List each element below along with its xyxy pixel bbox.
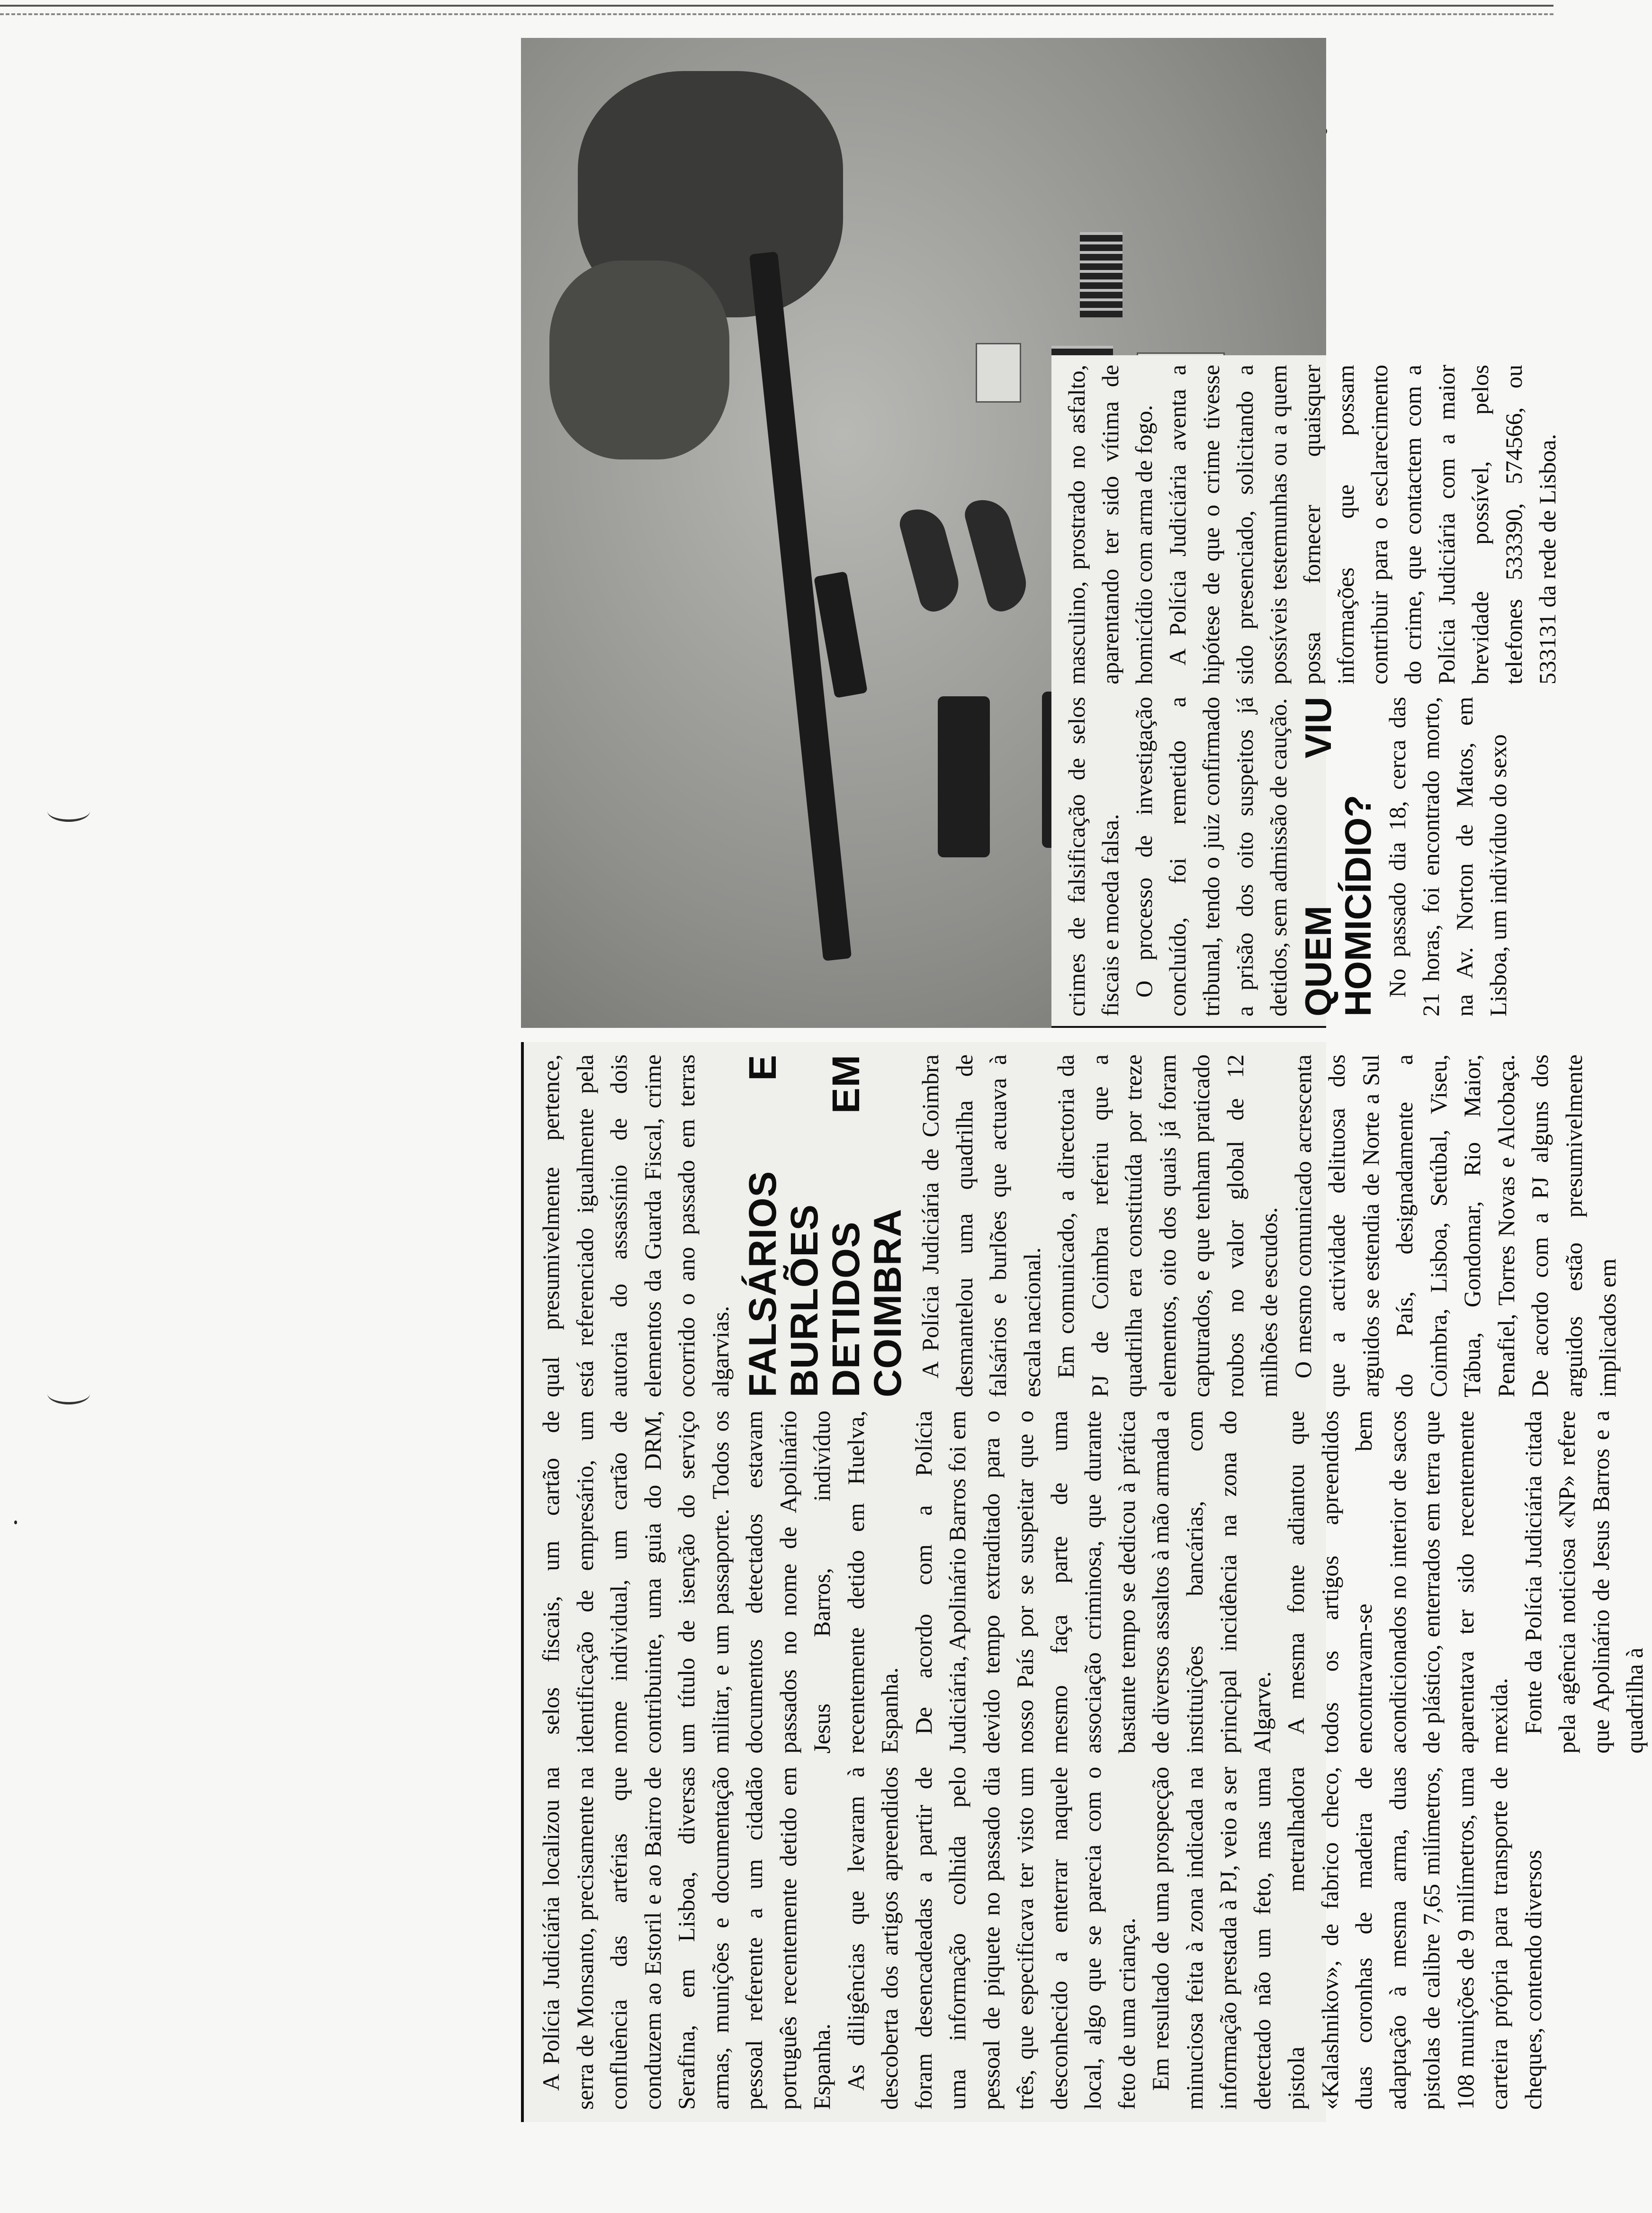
side-column-1 <box>1060 697 1511 1017</box>
paragraph: No passado dia 18, cerca das 21 horas, foi encontrado morto, na Av. Norton de Matos, em Lisboa, um indivíduo do sexo <box>1384 697 1511 1017</box>
paragraph: A Polícia Judiciária localizou na serra de Monsanto, precisamente na confluência das artérias que conduzem ao Estoril e ao Bairro de Serafina, em Lisboa, diversas armas, munições e documentação pessoal referente a um cidadão português recentemente detido em Espanha. <box>538 1767 835 2110</box>
pistol <box>938 696 990 857</box>
article-column-1 <box>534 1767 1546 2110</box>
article-column-2 <box>534 1411 1648 1754</box>
page-top-dash <box>0 13 1553 15</box>
side-articles <box>1051 355 1561 1028</box>
paragraph: A Polícia Judiciária de Coimbra desmantelou uma quadrilha de falsários e burlões que actuava à escala nacional. <box>917 1054 1045 1397</box>
paragraph: Fonte da Polícia Judiciária citada pela agência noticiosa «NP» refere que Apolinário de Jesus Barros e a quadrilha à <box>1519 1411 1648 1754</box>
plastic-bag <box>549 261 729 459</box>
headline-quem-viu: QUEM VIU HOMICÍDIO? <box>1297 697 1379 1017</box>
article-column-3 <box>534 1054 1621 1397</box>
paragraph: De acordo com a Polícia Judiciária, Apolinário Barros foi em devido tempo extraditado para o nosso País por se suspeitar que o mesmo faça parte de uma associação criminosa, que durante bastante tempo se dedicou à prática de diversos assaltos à mão armada a instituições bancárias, com principal incidência na zona do Algarve. <box>910 1411 1275 1754</box>
headline-falsarios: FALSÁRIOS E BURLÕES DETIDOS EM COIMBRA <box>741 1054 909 1397</box>
ammunition-rows <box>1080 232 1122 317</box>
ink-speck <box>14 1520 17 1524</box>
paragraph: Em comunicado, a directoria da PJ de Coimbra referiu que a quadrilha era constituída por treze elementos, oito dos quais já foram capturados, e que tenham praticado roubos no valor global de 12 milhões de escudos. <box>1052 1054 1282 1397</box>
paragraph: Em resultado de uma prospecção minuciosa feita à zona indicada na informação prestada à PJ, veio a ser detectado não um feto, mas uma pistola metralhadora «Kalashnikov», de fabrico checo, duas coronhas de madeira de adaptação à mesma arma, duas pistolas de calibre 7,65 milímetros, 108 munições de 9 milímetros, uma carteira própria para transporte de cheques, contendo diversos <box>1147 1767 1546 2110</box>
paragraph: A Polícia Judiciária aventa a hipótese de que o crime tivesse sido presenciado, solicitando a possíveis testemunhas ou a quem possa fornecer quaisquer informações que possam contribuir para o esclarecimento do crime, que contactem com a Polícia Judiciária com a maior brevidade possível, pelos telefones 533390, 574566, ou 533131 da rede de Lisboa. <box>1164 365 1561 684</box>
side-column-2 <box>1060 365 1561 684</box>
main-article-text <box>521 1042 1648 2122</box>
magazine <box>897 503 965 615</box>
document-card <box>976 343 1021 403</box>
magazine <box>961 494 1032 614</box>
paragraph: qual presumivelmente pertence, está referenciado igualmente pela autoria do assassínio de dois elementos da Guarda Fiscal, crime ocorrido o ano passado em terras algarvias. <box>538 1054 734 1397</box>
paragraph: masculino, prostrado no asfalto, aparentando ter sido vítima de homicídio com arma de fogo. <box>1063 365 1157 684</box>
paragraph: crimes de falsificação de selos fiscais e moeda falsa. <box>1063 697 1123 1017</box>
newspaper-clipping <box>521 38 1648 2122</box>
paragraph: selos fiscais, um cartão de identificação de empresário, um nome individual, um cartão de contribuinte, uma guia do DRM, um título de isenção do serviço militar, e um passaporte. Todos os documentos detectados estavam passados no nome de Apolinário Jesus Barros, indivíduo recentemente detido em Huelva, Espanha. <box>538 1411 903 1754</box>
punch-mark <box>47 801 90 822</box>
punch-mark <box>47 1383 90 1404</box>
paragraph: O processo de investigação concluído, foi remetido a tribunal, tendo o juiz confirmado a prisão dos oito suspeitos já detidos, sem admissão de caução. <box>1131 697 1292 1017</box>
page-top-line <box>0 5 1553 7</box>
paragraph: A mesma fonte adiantou que todos os artigos apreendidos encontravam-se bem acondicionados no interior de sacos de plástico, enterrados em terra que aparentava ter sido recentemente mexida. <box>1283 1411 1512 1754</box>
paragraph: O mesmo comunicado acrescenta que a actividade delituosa dos arguidos se estendia de Norte a Sul do País, designadamente a Coimbra, Lisboa, Setúbal, Viseu, Tábua, Gondomar, Rio Maior, Penafiel, Torres Novas e Alcobaça. De acordo com a PJ alguns dos arguidos estão presumivelmente implicados em <box>1289 1054 1621 1397</box>
paragraph: As diligências que levaram à descoberta dos artigos apreendidos foram desencadeadas a partir de uma informação colhida pelo pessoal de piquete no passado dia três, que especificava ter visto um desconhecido a enterrar naquele local, algo que se parecia com o feto de uma criança. <box>842 1767 1140 2110</box>
